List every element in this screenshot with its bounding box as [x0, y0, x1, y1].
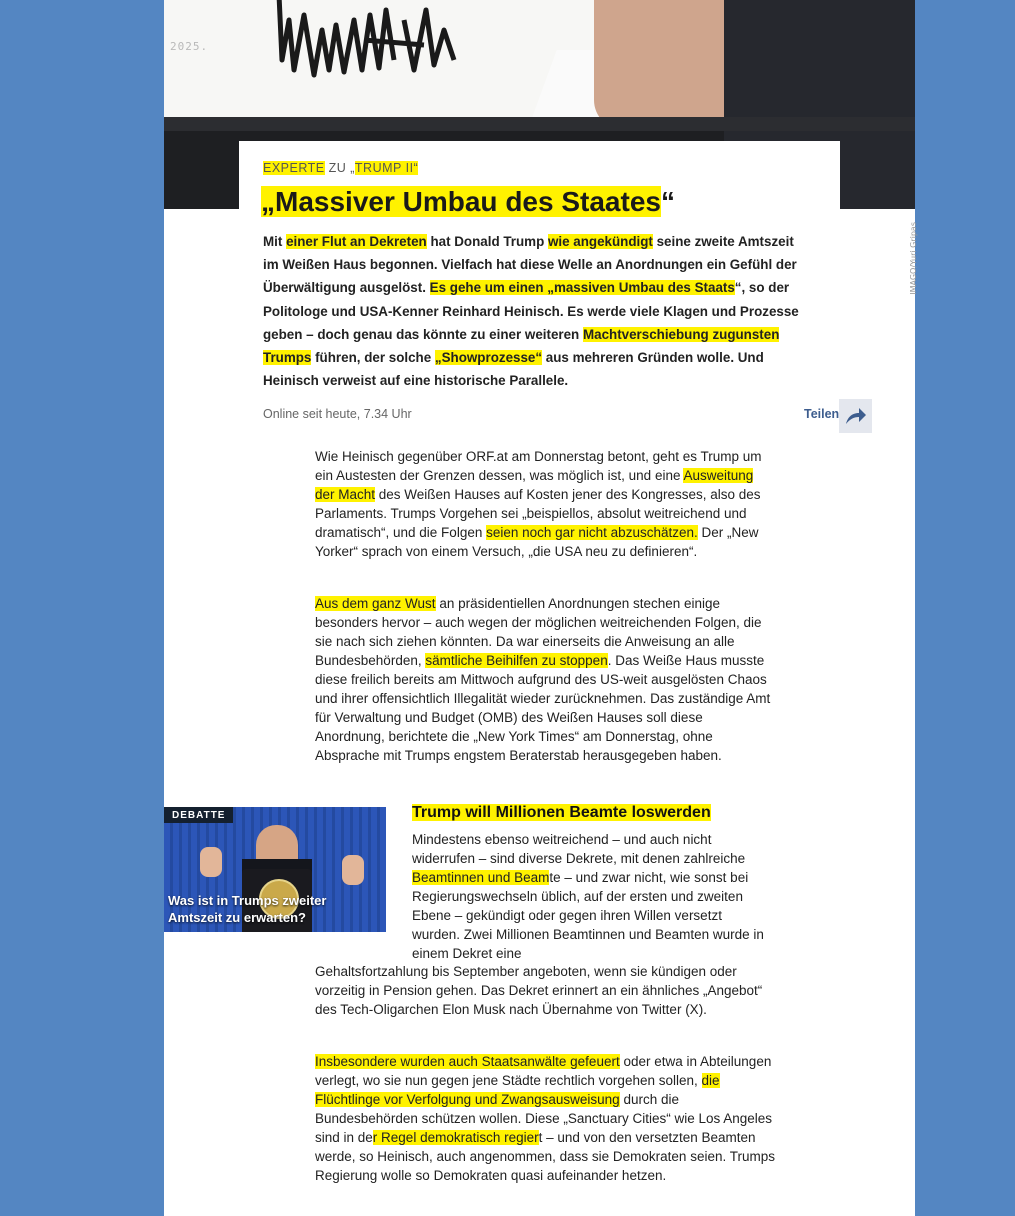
section-subhead — [412, 804, 711, 822]
highlighted-text: die Flüchtlinge vor Verfolgung und Zwangsausweisung — [315, 1073, 720, 1107]
subhead-text: Trump will Millionen Beamte loswerden — [412, 804, 711, 821]
highlighted-text: Insbesondere wurden auch Staatsanwälte gefeuert — [315, 1054, 620, 1069]
article-lead — [263, 230, 808, 392]
article-title — [261, 183, 675, 221]
title-part: „Massiver Umbau des Staates — [261, 186, 661, 217]
highlighted-text: seien noch gar nicht abzuschätzen. — [486, 525, 698, 540]
text-segment: t – und von den versetzten Beamten werde, so Heinisch, auch angenommen, dass sie Demokraten seien. Trumps Regierung wolle so Demokraten quasi aufeinander hetzen. — [315, 1130, 775, 1183]
highlighted-text: Machtverschiebung zugunsten Trumps — [263, 326, 780, 366]
text-segment: Wie Heinisch gegenüber ORF.at am Donnerstag betont, geht es Trump um ein Austesten der Grenzen dessen, was möglich ist, und eine — [315, 449, 762, 483]
highlighted-text: sämtliche Beihilfen zu stoppen — [425, 653, 608, 668]
article-kicker — [263, 161, 418, 175]
teaser-hand — [342, 855, 364, 885]
share-link[interactable]: Teilen — [804, 407, 840, 421]
highlighted-text: „Showprozesse“ — [434, 350, 543, 366]
text-segment: oder etwa in Abteilungen verlegt, wo sie nun gegen jene Städte rechtlich vorgehen sollen, — [315, 1054, 772, 1088]
article-header-card — [239, 141, 840, 431]
title-part: “ — [660, 186, 675, 217]
text-segment: Mit — [263, 234, 287, 249]
publish-time: Online seit heute, 7.34 Uhr — [263, 407, 412, 421]
text-segment: Der „New Yorker“ sprach von einem Versuch, „die USA neu zu definieren“. — [315, 525, 759, 559]
body-paragraph — [412, 830, 772, 963]
highlighted-text: Beamtinnen und Beam — [412, 870, 550, 885]
kicker-part: ZU „ — [324, 161, 355, 175]
teaser-caption: Was ist in Trumps zweiter Amtszeit zu erwarten? — [168, 893, 327, 925]
debate-teaser[interactable] — [164, 807, 386, 932]
folder-edge — [164, 117, 915, 131]
photo-credit: IMAGO/Yuri Gripas — [909, 222, 918, 295]
text-segment: durch die Bundesbehörden schützen wollen. Diese „Sanctuary Cities“ wie Los Angeles sind in de — [315, 1092, 773, 1145]
teaser-hand — [200, 847, 222, 877]
text-segment: des Weißen Hauses auf Kosten jener des Kongresses, also des Parlaments. Trumps Vorgehen sei „beispiellos, absolut weitreichend und dramatisch“, und die Folgen — [315, 487, 761, 540]
kicker-part: TRUMP II — [354, 161, 414, 175]
text-segment: “, so der Politologe und USA-Kenner Reinhard Heinisch. Es werde viele Klagen und Prozesse geben – doch genau das könnte zu einer weiteren — [263, 280, 799, 342]
highlighted-text: r Regel demokratisch regier — [372, 1130, 539, 1145]
highlighted-text: einer Flut an Dekreten — [286, 234, 427, 249]
body-paragraph — [315, 1052, 775, 1185]
highlighted-text: Ausweitung der Macht — [315, 468, 754, 502]
highlighted-text: wie angekündigt — [547, 234, 653, 249]
share-button[interactable] — [839, 399, 872, 433]
highlighted-text: Aus dem ganz Wust — [315, 596, 436, 611]
share-arrow-icon — [845, 407, 867, 425]
body-paragraph: Gehaltsfortzahlung bis September angeboten, wenn sie kündigen oder vorzeitig in Pension gehen. Das Dekret erinnert an ein ähnliches „Angebot“ des Tech-Oligarchen Elon Musk nach Übernahme von Twitter (X). — [315, 964, 763, 1017]
text-segment: an präsidentiellen Anordnungen stechen einige besonders hervor – auch wegen der möglichen weitreichenden Folgen, die sie nach sich ziehen könnten. Da war einerseits die Anweisung an alle Bundesbehörden, — [315, 596, 762, 668]
text-segment: seine zweite Amtszeit im Weißen Haus begonnen. Vielfach hat diese Welle an Anordnungen ein Gefühl der Überwältigung ausgelöst. — [263, 234, 797, 296]
article-page — [164, 0, 918, 1216]
kicker-part: “ — [413, 161, 419, 175]
text-segment: Mindestens ebenso weitreichend – und auch nicht widerrufen – sind diverse Dekrete, mit denen zahlreiche — [412, 832, 746, 866]
kicker-part: EXPERTE — [263, 161, 325, 175]
text-segment: . Das Weiße Haus musste diese freilich bereits am Mittwoch aufgrund des US-weit ausgelösten Chaos und ihrer offensichtlich Illegalität wieder zurücknehmen. Das zuständige Amt für Verwaltung und Budget (OMB) des Weißen Hauses soll diese Anordnung, berichtete die „New York Times“ am Donnerstag, ohne Absprache mit Trumps engstem Beraterstab herausgegeben haben. — [315, 653, 771, 763]
text-segment: führen, der solche — [311, 350, 435, 366]
document-date: 2025. — [170, 40, 209, 53]
text-segment: te – und zwar nicht, wie sonst bei Regierungswechseln üblich, auf der ersten und zweiten Ebene – gekündigt oder gegen ihren Willen versetzt wurden. Zwei Millionen Beamtinnen und Beamten wurde in einem Dekret eine — [412, 870, 764, 961]
teaser-tag: DEBATTE — [164, 807, 233, 823]
text-segment: hat Donald Trump — [426, 234, 548, 249]
text-segment: aus mehreren Gründen wolle. Und Heinisch verweist auf eine historische Parallele. — [263, 350, 764, 389]
highlighted-text: Es gehe um einen „massiven Umbau des Staats — [429, 280, 735, 296]
body-paragraph — [315, 594, 775, 765]
body-paragraph — [315, 447, 775, 561]
